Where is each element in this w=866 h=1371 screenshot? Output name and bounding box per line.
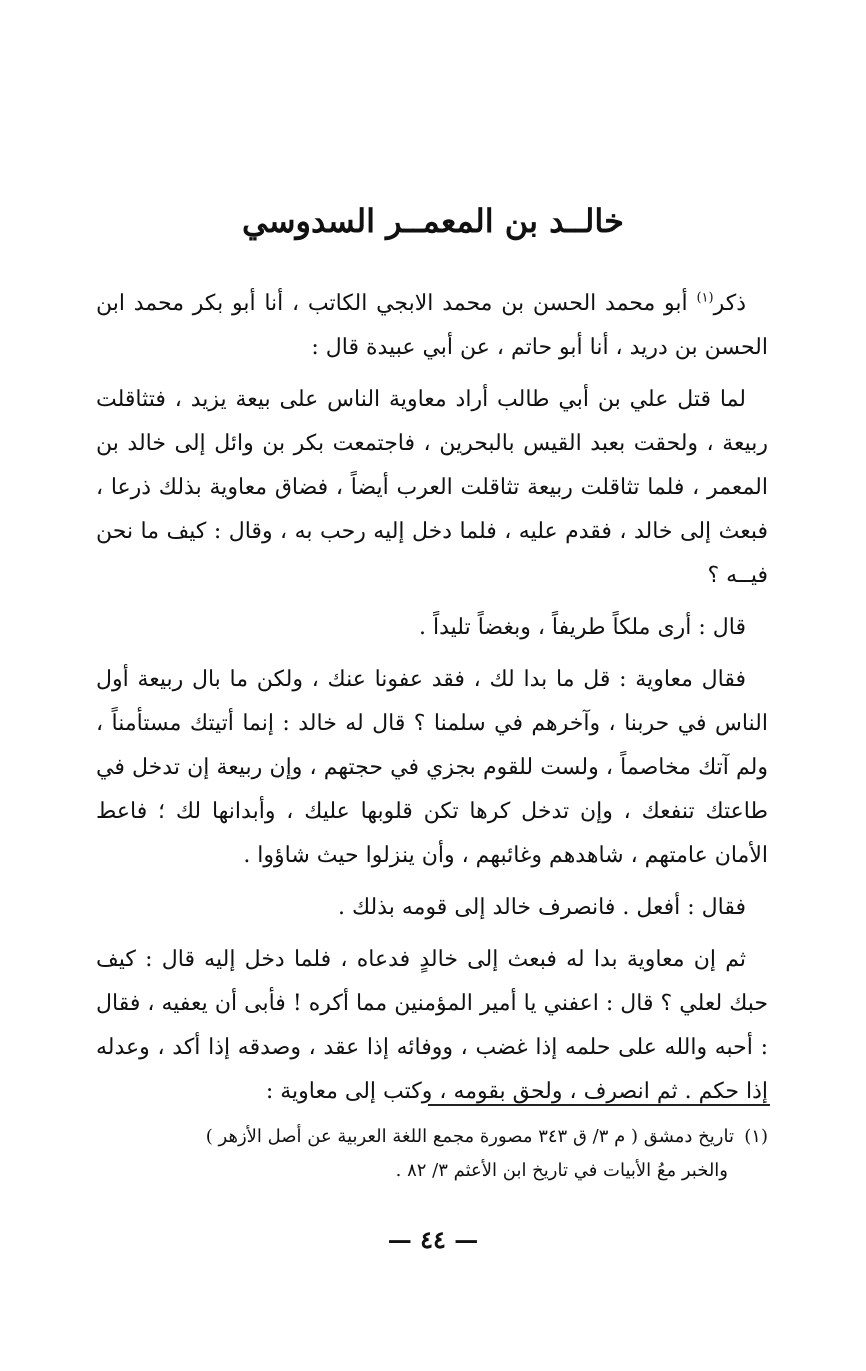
footnote <box>88 1120 768 1188</box>
paragraph-3: قال : أرى ملكاً طريفاً ، وبغضاً تليداً . <box>419 615 746 640</box>
paragraph-1-start: ذكر <box>713 291 746 316</box>
page-number: — ٤٤ — <box>387 1225 479 1254</box>
footnote-number: (١) <box>744 1126 768 1147</box>
paragraph-2: لما قتل علي بن أبي طالب أراد معاوية الناس على بيعة يزيد ، فتثاقلت ربيعة ، ولحقت بعبد القيس بالبحرين ، فاجتمعت بكر بن وائل إلى خالد بن المعمر ، فلما تثاقلت ربيعة تثاقلت العرب أيضاً ، فضاق معاوية بذلك ذرعا ، فبعث إلى خالد ، فقدم عليه ، فلما دخل إليه رحب به ، وقال : كيف ما نحن فيــه ؟ <box>96 387 768 588</box>
chapter-title: خالــد بن المعمــر السدوسي <box>242 202 624 240</box>
paragraph-6: ثم إن معاوية بدا له فبعث إلى خالدٍ فدعاه ، فلما دخل إليه قال : كيف حبك لعلي ؟ قال : اعفني يا أمير المؤمنين مما أكره ! فأبى أن يعفيه ، فقال : أحبه والله على حلمه إذا غضب ، ووفائه إذا عقد ، وصدقه إذا أكد ، وعدله إذا حكم . ثم انصرف ، ولحق بقومه ، وكتب إلى معاوية : <box>96 947 768 1104</box>
footnote-reference-mark: (١) <box>696 290 714 306</box>
footnote-divider <box>428 1104 770 1106</box>
paragraph-4: فقال معاوية : قل ما بدا لك ، فقد عفونا عنك ، ولكن ما بال ربيعة أول الناس في حربنا ، وآخرهم في سلمنا ؟ قال له خالد : إنما أتيتك مستأمناً ، ولم آتك مخاصماً ، ولست للقوم بجزي في حجتهم ، وإن ربيعة إن تدخل في طاعتك تنفعك ، وإن تدخل كرها تكن قلوبها عليك ، وأبدانها لك ؛ فاعط الأمان عامتهم ، شاهدهم وغائبهم ، وأن ينزلوا حيث شاؤوا . <box>96 667 768 868</box>
page-body <box>96 282 768 1122</box>
footnote-line-2: والخبر معُ الأبيات في تاريخ ابن الأعثم ٣/ ٨٢ . <box>395 1160 728 1181</box>
footnote-line-1: تاريخ دمشق ( م ٣/ ق ٣٤٣ مصورة مجمع اللغة العربية عن أصل الأزهر ) <box>205 1126 734 1147</box>
paragraph-1 <box>96 282 768 370</box>
paragraph-5: فقال : أفعل . فانصرف خالد إلى قومه بذلك . <box>337 895 746 920</box>
paragraph-1-rest: أبو محمد الحسن بن محمد الابجي الكاتب ، أنا أبو بكر محمد ابن الحسن بن دريد ، أنا أبو حاتم ، عن أبي عبيدة قال : <box>96 291 768 360</box>
